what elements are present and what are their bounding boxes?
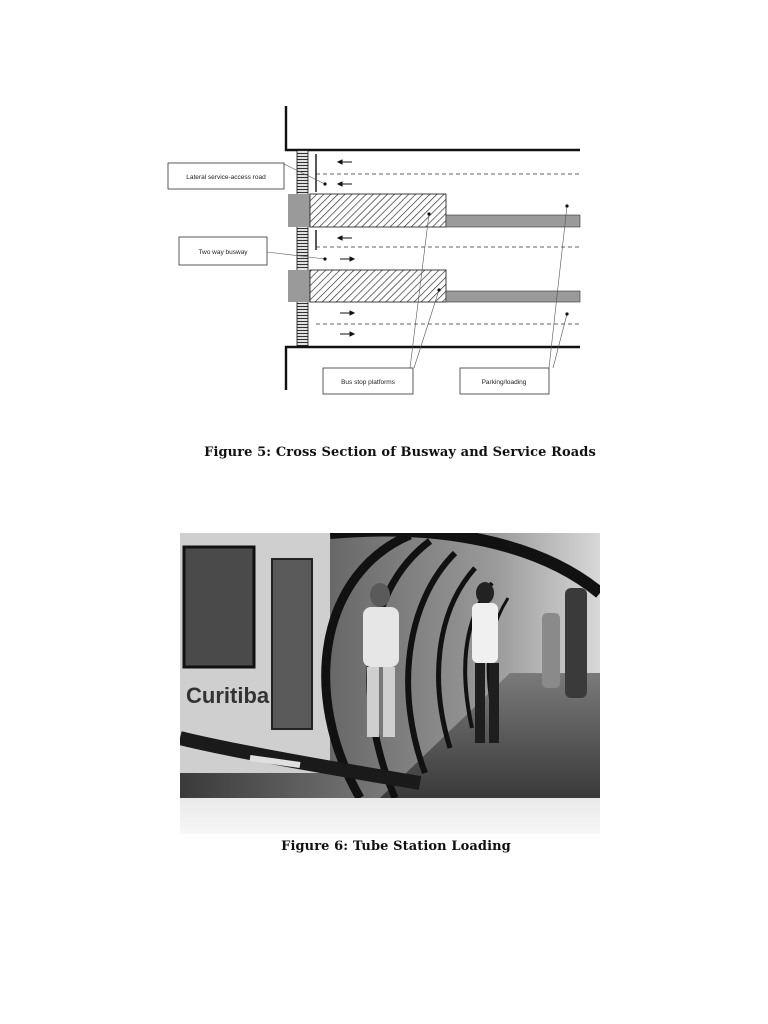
figure-5-caption: Figure 5: Cross Section of Busway and Service Roads [204, 445, 596, 460]
road-boundaries [286, 106, 580, 390]
svg-text:Parking/loading: Parking/loading [481, 379, 527, 386]
svg-text:Two way busway: Two way busway [198, 249, 248, 256]
label-parking [460, 368, 549, 394]
label-platforms [323, 368, 413, 394]
traffic-direction-arrows [338, 160, 354, 336]
svg-text:Bus stop platforms: Bus stop platforms [341, 379, 395, 386]
label-busway [179, 237, 267, 265]
side-wall [297, 150, 308, 346]
label-lateral-road [168, 163, 284, 189]
svg-text:Curitiba: Curitiba [186, 683, 270, 708]
busway-cross-section-diagram [166, 104, 582, 444]
svg-text:Lateral service-access road: Lateral service-access road [186, 174, 266, 181]
bus-stop-platforms [288, 194, 580, 302]
tube-station-photo [180, 533, 600, 798]
photo-bottom-margin [180, 798, 600, 834]
figure-6-caption: Figure 6: Tube Station Loading [281, 839, 511, 854]
